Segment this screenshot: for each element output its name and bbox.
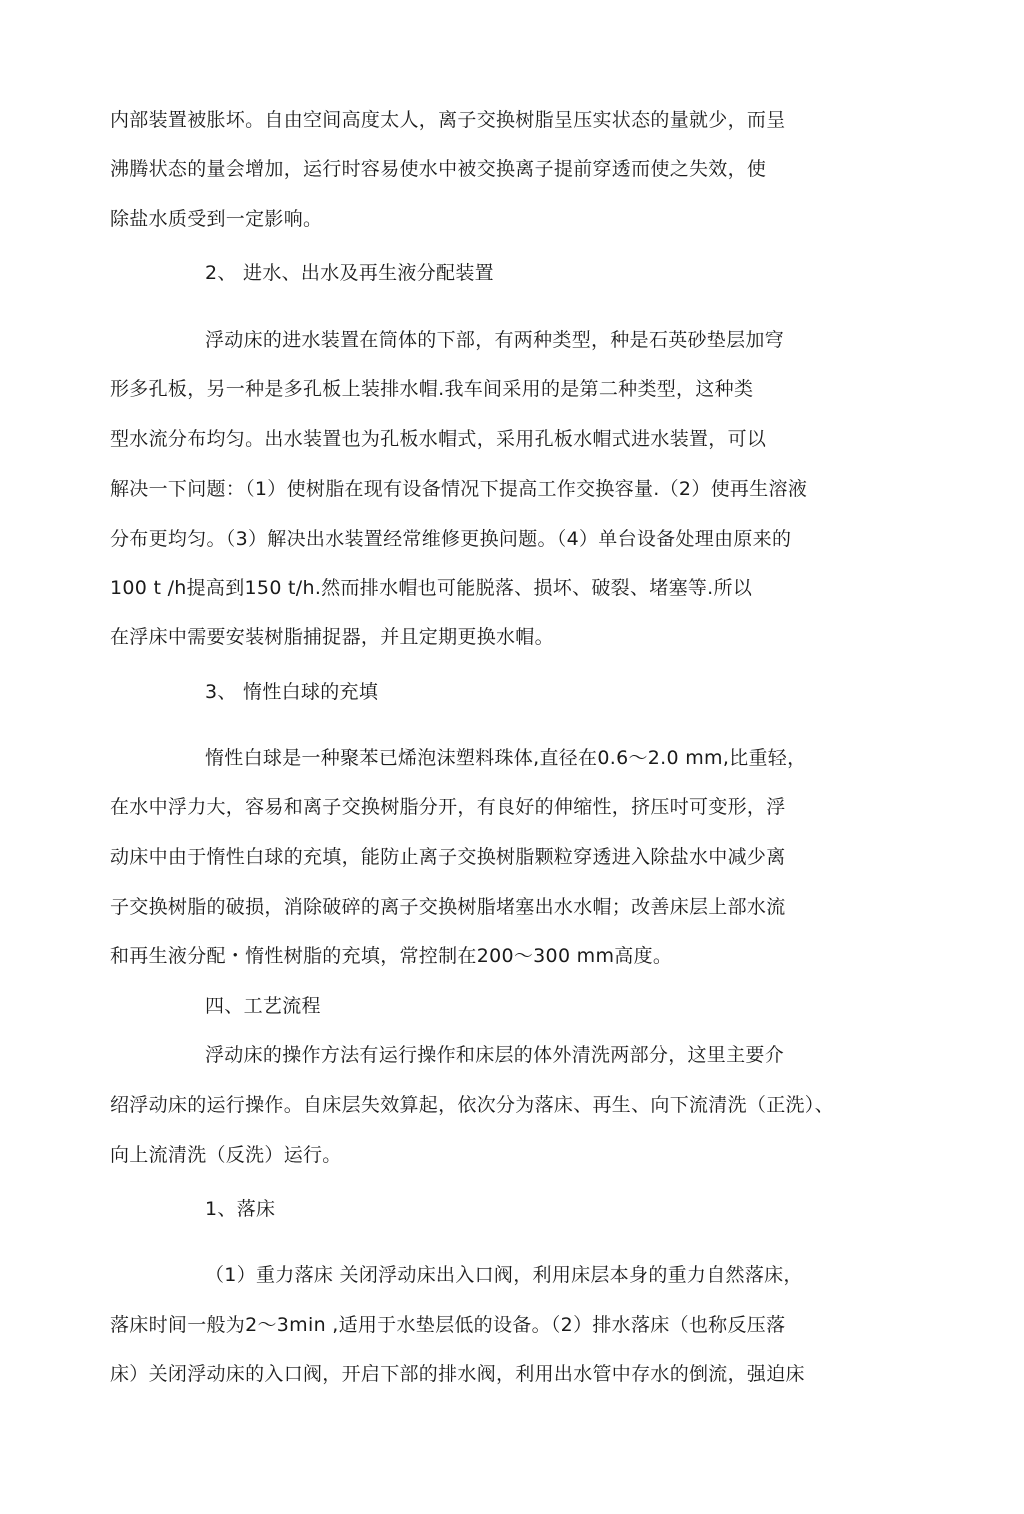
text-line: 惰性白球是一种聚苯已烯泡沫塑料珠体,直径在0.6～2.0 mm,比重轻， <box>205 747 807 769</box>
text-line: 形多孔板，另一种是多孔板上装排水帽.我车间采用的是第二种类型，这种类 <box>110 378 754 400</box>
section-heading: 3、 惰性白球的充填 <box>205 681 379 703</box>
text-line: 落床时间一般为2～3min ,适用于水垫层低的设备。（2）排水落床（也称反压落 <box>110 1314 786 1336</box>
text-line: 浮动床的操作方法有运行操作和床层的体外清洗两部分，这里主要介 <box>205 1044 785 1066</box>
text-line: 100 t /h提高到150 t/h.然而排水帽也可能脱落、损坏、破裂、堵塞等.所以 <box>110 577 753 599</box>
text-line: 床）关闭浮动床的入口阀，开启下部的排水阀，利用出水管中存水的倒流，强迫床 <box>110 1363 805 1385</box>
text-line: 子交换树脂的破损，消除破碎的离子交换树脂堵塞出水水帽；改善床层上部水流 <box>110 896 786 918</box>
section-heading: 1、落床 <box>205 1198 276 1220</box>
text-line: （1）重力落床 关闭浮动床出入口阀，利用床层本身的重力自然落床， <box>205 1264 803 1286</box>
text-line: 解决一下问题：（1）使树脂在现有设备情况下提高工作交换容量.（2）使再生溶液 <box>110 478 808 500</box>
text-line: 分布更均匀。（3）解决出水装置经常维修更换问题。（4）单台设备处理由原来的 <box>110 528 792 550</box>
text-line: 动床中由于惰性白球的充填，能防止离子交换树脂颗粒穿透进入除盐水中减少离 <box>110 846 786 868</box>
text-line: 和再生液分配・惰性树脂的充填，常控制在200～300 mm高度。 <box>110 945 673 967</box>
text-line: 除盐水质受到一定影响。 <box>110 208 323 230</box>
text-line: 绍浮动床的运行操作。自床层失效算起，依次分为落床、再生、向下流清洗（正洗）、 <box>110 1094 834 1116</box>
text-line: 沸腾状态的量会增加，运行时容易使水中被交换离子提前穿透而使之失效，使 <box>110 158 767 180</box>
text-line: 内部装置被胀坏。自由空间高度太人，离子交换树脂呈压实状态的量就少，而呈 <box>110 109 786 131</box>
text-line: 在水中浮力大，容易和离子交换树脂分开，有良好的伸缩性，挤压吋可变形，浮 <box>110 796 786 818</box>
text-line: 型水流分布均匀。出水装置也为孔板水帽式，采用孔板水帽式进水装置，可以 <box>110 428 767 450</box>
section-heading: 2、 进水、出水及再生液分配装置 <box>205 262 494 284</box>
text-line: 浮动床的进水装置在筒体的下部，有两种类型，种是石英砂垫层加穹 <box>205 329 785 351</box>
text-line: 在浮床中需要安装树脂捕捉器，并且定期更换水帽。 <box>110 626 554 648</box>
section-heading: 四、工艺流程 <box>205 995 321 1017</box>
text-line: 向上流清洗（反洗）运行。 <box>110 1144 342 1166</box>
